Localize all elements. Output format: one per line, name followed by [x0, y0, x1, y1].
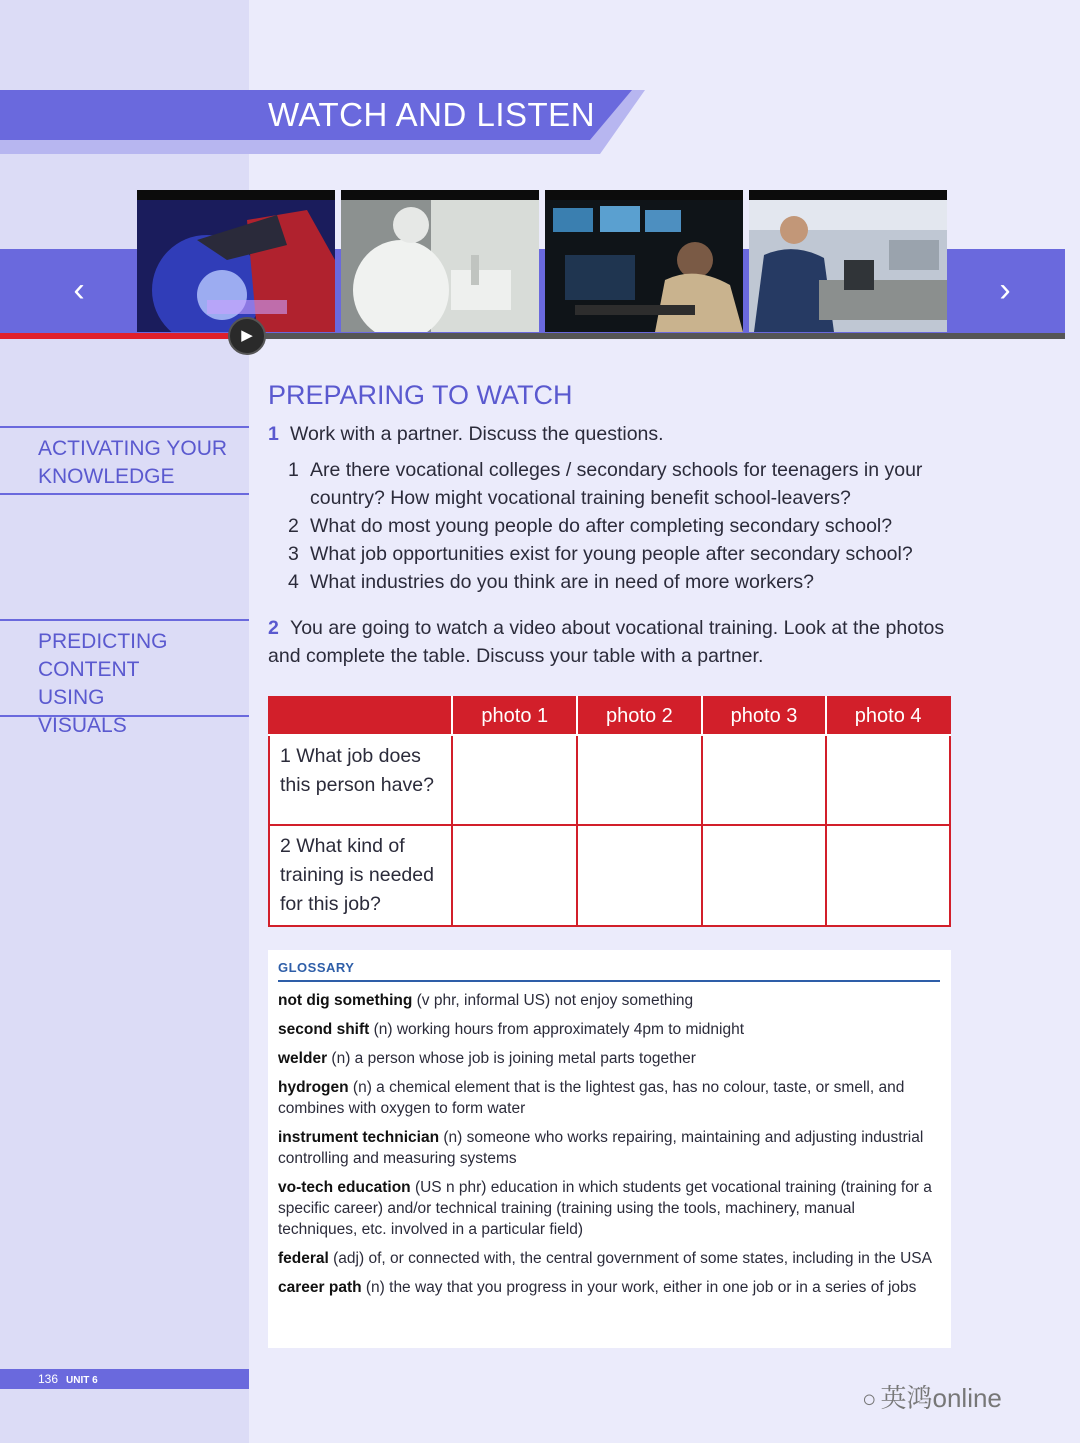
list-item-number: 2	[288, 515, 299, 537]
list-item-text: What do most young people do after completing secondary school?	[310, 515, 893, 537]
photo-control-room	[545, 190, 743, 332]
list-item	[288, 568, 968, 596]
predicting-label-text: PREDICTING CONTENT USING VISUALS	[38, 630, 168, 737]
photo-table	[268, 696, 951, 927]
table-header-row	[269, 697, 950, 735]
glossary-entry	[278, 1248, 933, 1269]
list-item-text: What job opportunities exist for young people after secondary school?	[310, 543, 913, 565]
answer-cell[interactable]	[577, 735, 702, 825]
watermark-text: 英鸿online	[880, 1383, 1002, 1413]
video-progress-fill	[0, 333, 234, 339]
glossary-entry	[278, 990, 933, 1011]
glossary-definition: (n) a person whose job is joining metal parts together	[327, 1050, 696, 1067]
list-item-number: 3	[288, 543, 299, 565]
question-2-number: 2	[268, 617, 279, 639]
table-header-cell: photo 3	[702, 697, 827, 735]
glossary-entry	[278, 1019, 933, 1040]
sub-question-list	[288, 456, 968, 596]
section-header-title: WATCH AND LISTEN	[268, 96, 596, 133]
question-1-text: Work with a partner. Discuss the questions.	[290, 423, 664, 445]
glossary-definition: (US n phr) education in which students get vocational training (training for a specific career) and/or technical training (training using the tools, machinery, manual techniques, etc. involved in a particular field)	[278, 1179, 932, 1238]
preparing-title: PREPARING TO WATCH	[268, 380, 573, 410]
answer-cell[interactable]	[577, 825, 702, 926]
glossary-term: career path	[278, 1279, 362, 1296]
glossary-definition: (v phr, informal US) not enjoy something	[412, 992, 694, 1009]
table-header-cell	[269, 697, 452, 735]
glossary-term: second shift	[278, 1021, 370, 1038]
list-item-text: What industries do you think are in need of more workers?	[310, 571, 815, 593]
play-icon[interactable]: ▶	[228, 317, 266, 355]
glossary-title: GLOSSARY	[278, 960, 940, 982]
question-1-number: 1	[268, 423, 279, 445]
glossary-definition: (n) a chemical element that is the lightest gas, has no colour, taste, or smell, and combines with oxygen to form water	[278, 1079, 905, 1117]
page-number: 136	[38, 1372, 59, 1386]
glossary-term: hydrogen	[278, 1079, 349, 1096]
page-footer	[0, 1369, 249, 1389]
glossary-term: federal	[278, 1250, 329, 1267]
wechat-icon: ○	[862, 1386, 877, 1413]
glossary-entry	[278, 1277, 933, 1298]
glossary-entry	[278, 1127, 933, 1169]
answer-cell[interactable]	[702, 825, 827, 926]
glossary-definition: (adj) of, or connected with, the central government of some states, including in the USA	[328, 1250, 932, 1267]
question-1	[268, 420, 948, 448]
photo-welder	[137, 190, 335, 332]
table-row-label: 1 What job does this person have?	[269, 735, 452, 825]
watermark	[862, 1378, 1002, 1415]
glossary-definition: (n) the way that you progress in your work, either in one job or in a series of jobs	[361, 1279, 917, 1296]
answer-cell[interactable]	[452, 825, 577, 926]
glossary-entry	[278, 1048, 933, 1069]
table-header-cell: photo 4	[826, 697, 950, 735]
list-item-text: Are there vocational colleges / secondary schools for teenagers in your country? How might vocational training benefit school-leavers?	[310, 459, 923, 509]
table-row-label: 2 What kind of training is needed for this job?	[269, 825, 452, 926]
sidebar-label-predicting	[0, 619, 249, 737]
list-item	[288, 512, 968, 540]
unit-label: UNIT 6	[66, 1375, 98, 1386]
list-item	[288, 456, 968, 512]
glossary-term: vo-tech education	[278, 1179, 411, 1196]
glossary-entry	[278, 1077, 933, 1119]
answer-cell[interactable]	[826, 735, 950, 825]
answer-cell[interactable]	[702, 735, 827, 825]
glossary-definition: (n) working hours from approximately 4pm to midnight	[369, 1021, 745, 1038]
table-header-cell: photo 2	[577, 697, 702, 735]
chevron-left-icon[interactable]: ‹	[73, 271, 85, 309]
glossary-entry	[278, 1177, 933, 1240]
sidebar-label-activating	[0, 426, 249, 495]
answer-cell[interactable]	[826, 825, 950, 926]
question-2-text: You are going to watch a video about vocational training. Look at the photos and complete the table. Discuss your table with a partner.	[268, 617, 945, 667]
glossary-term: welder	[278, 1050, 328, 1067]
list-item	[288, 540, 968, 568]
list-item-number: 1	[288, 459, 299, 481]
photo-lab-worker	[341, 190, 539, 332]
glossary-term: not dig something	[278, 992, 413, 1009]
glossary-box	[268, 950, 951, 1348]
answer-cell[interactable]	[452, 735, 577, 825]
table-row	[269, 825, 950, 926]
chevron-right-icon[interactable]: ›	[999, 271, 1011, 309]
glossary-definition: (n) someone who works repairing, maintaining and adjusting industrial controlling and measuring systems	[278, 1129, 924, 1167]
photo-technician	[749, 190, 947, 332]
table-row	[269, 735, 950, 825]
glossary-term: instrument technician	[278, 1129, 440, 1146]
activating-label-text: ACTIVATING YOUR KNOWLEDGE	[38, 437, 228, 488]
list-item-number: 4	[288, 571, 299, 593]
table-header-cell: photo 1	[452, 697, 577, 735]
question-2	[268, 614, 948, 670]
